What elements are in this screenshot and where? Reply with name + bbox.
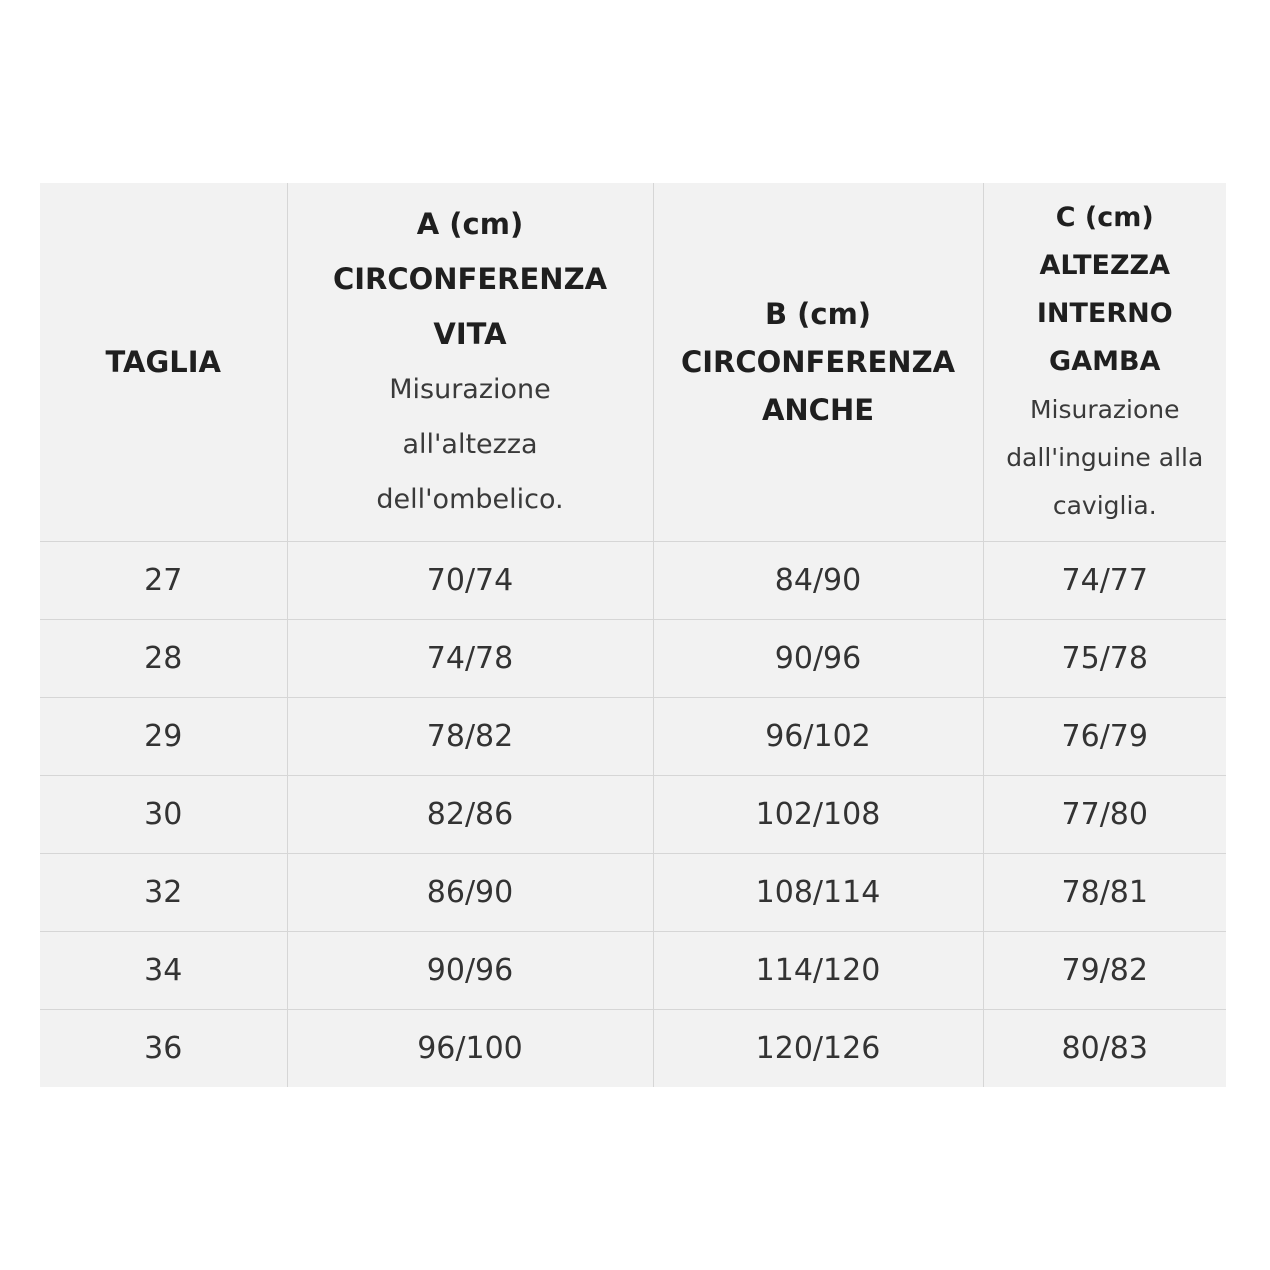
- header-inseam-note-2: dall'inguine alla: [1006, 443, 1204, 472]
- cell-waist: 74/78: [287, 620, 653, 698]
- header-inseam-title-3: GAMBA: [1049, 346, 1161, 377]
- header-waist-title-2: VITA: [433, 317, 507, 351]
- cell-waist: 82/86: [287, 776, 653, 854]
- header-hips-code: B (cm): [764, 297, 872, 331]
- cell-size: 30: [40, 776, 287, 854]
- cell-waist: 86/90: [287, 854, 653, 932]
- cell-hips: 108/114: [653, 854, 983, 932]
- header-inseam-title-1: ALTEZZA: [1039, 250, 1171, 281]
- cell-inseam: 78/81: [983, 854, 1226, 932]
- table-row: [40, 776, 1226, 854]
- cell-waist: 78/82: [287, 698, 653, 776]
- cell-size: 29: [40, 698, 287, 776]
- cell-size: 27: [40, 542, 287, 620]
- cell-size: 34: [40, 932, 287, 1010]
- cell-waist: 90/96: [287, 932, 653, 1010]
- cell-inseam: 77/80: [983, 776, 1226, 854]
- cell-inseam: 74/77: [983, 542, 1226, 620]
- header-hips-title-2: ANCHE: [761, 393, 875, 427]
- header-waist-code: A (cm): [416, 207, 524, 241]
- cell-inseam: 76/79: [983, 698, 1226, 776]
- cell-size: 28: [40, 620, 287, 698]
- header-size-title: TAGLIA: [105, 345, 221, 379]
- table-row: [40, 698, 1226, 776]
- header-row: [40, 183, 1226, 542]
- header-waist-note-1: Misurazione: [389, 374, 551, 405]
- cell-inseam: 80/83: [983, 1010, 1226, 1088]
- table-row: [40, 542, 1226, 620]
- cell-inseam: 79/82: [983, 932, 1226, 1010]
- cell-hips: 102/108: [653, 776, 983, 854]
- cell-waist: 70/74: [287, 542, 653, 620]
- cell-inseam: 75/78: [983, 620, 1226, 698]
- size-chart-table: [40, 183, 1226, 1087]
- cell-hips: 114/120: [653, 932, 983, 1010]
- cell-hips: 120/126: [653, 1010, 983, 1088]
- header-inseam: [983, 183, 1226, 542]
- table-row: [40, 932, 1226, 1010]
- header-inseam-note-3: caviglia.: [1052, 491, 1157, 520]
- header-hips: [653, 183, 983, 542]
- cell-size: 32: [40, 854, 287, 932]
- header-waist-note-2: all'altezza: [402, 429, 538, 460]
- table-row: [40, 1010, 1226, 1088]
- cell-hips: 90/96: [653, 620, 983, 698]
- header-inseam-code: C (cm): [1055, 202, 1154, 233]
- cell-hips: 96/102: [653, 698, 983, 776]
- header-inseam-note-1: Misurazione: [1029, 395, 1180, 424]
- header-size: [40, 183, 287, 542]
- header-hips-title-1: CIRCONFERENZA: [680, 345, 956, 379]
- header-waist-note-3: dell'ombelico.: [376, 484, 564, 515]
- header-waist-title-1: CIRCONFERENZA: [332, 262, 608, 296]
- table-row: [40, 620, 1226, 698]
- cell-waist: 96/100: [287, 1010, 653, 1088]
- table-row: [40, 854, 1226, 932]
- header-waist: [287, 183, 653, 542]
- header-inseam-title-2: INTERNO: [1036, 298, 1173, 329]
- cell-size: 36: [40, 1010, 287, 1088]
- cell-hips: 84/90: [653, 542, 983, 620]
